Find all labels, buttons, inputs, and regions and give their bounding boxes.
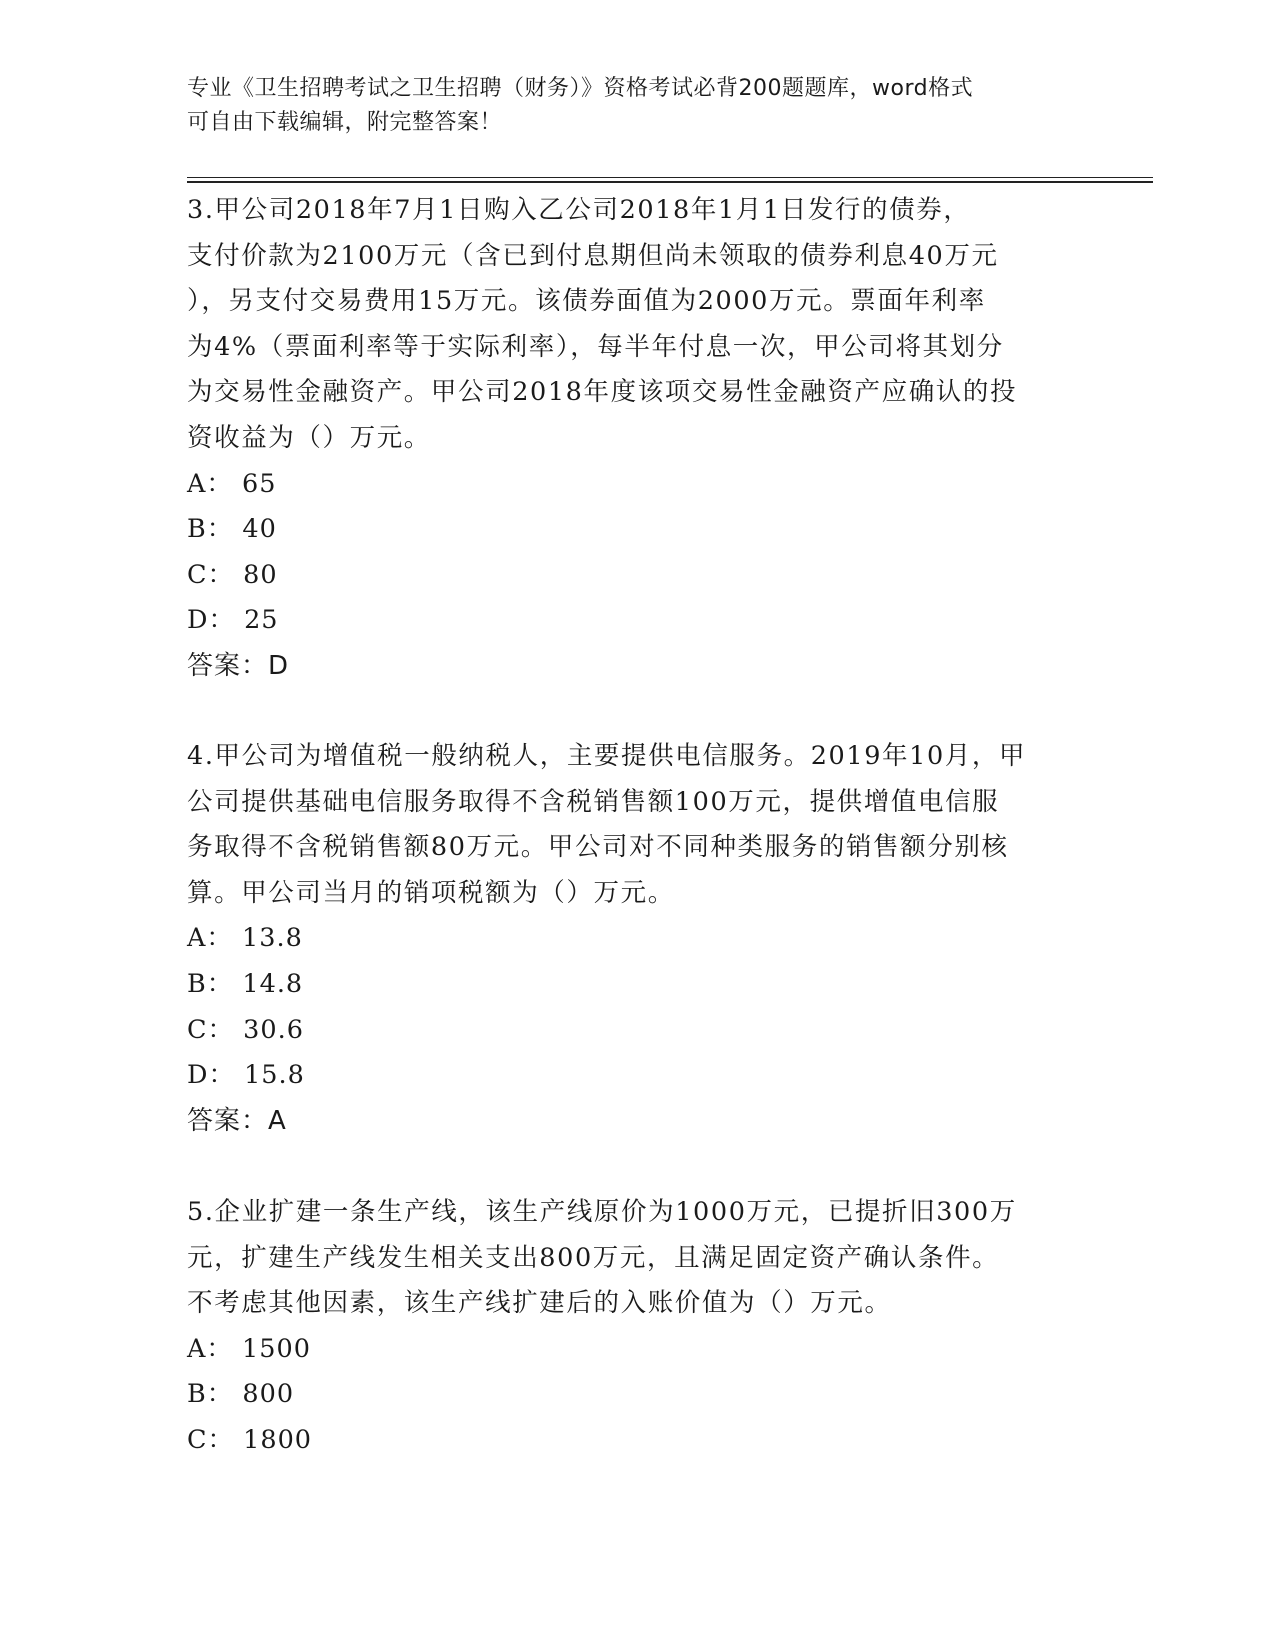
question-3 bbox=[187, 188, 1087, 690]
option-text: 14.8 bbox=[242, 968, 304, 999]
option-letter: B ： bbox=[187, 1379, 233, 1409]
question-5 bbox=[187, 1190, 1087, 1464]
option-letter: C ： bbox=[187, 1015, 234, 1045]
option-text: 800 bbox=[242, 1379, 295, 1410]
option-b bbox=[187, 1372, 1087, 1418]
option-d bbox=[187, 598, 1087, 644]
option-text: 30.6 bbox=[243, 1014, 304, 1045]
option-a bbox=[187, 916, 1087, 962]
option-letter: B ： bbox=[187, 514, 233, 544]
option-b bbox=[187, 962, 1087, 1008]
option-text: 40 bbox=[242, 514, 277, 545]
option-a bbox=[187, 462, 1087, 508]
answer-line: 答案：D bbox=[187, 650, 290, 681]
question-stem: 3.甲公司2018年7月1日购入乙公司2018年1月1日发行的债券， 支付价款为2100万元（含已到付息期但尚未领取的债券利息40万元 ），另支付交易费用15万元。该债券面值为2000万元。票面年利率 为4%（票面利率等于实际利率），每半年付息一次，甲公司将其划分 为交易性金融资产。甲公司2018年度该项交易性金融资产应确认的投 资收益为（）万元。 bbox=[187, 195, 1018, 453]
page-header: 专业《卫生招聘考试之卫生招聘（财务）》资格考试必背200题题库，word格式 可自由下载编辑，附完整答案！ bbox=[187, 76, 974, 135]
option-text: 80 bbox=[243, 559, 278, 590]
question-stem: 5.企业扩建一条生产线，该生产线原价为1000万元，已提折旧300万 元，扩建生产线发生相关支出800万元，且满足固定资产确认条件。 不考虑其他因素，该生产线扩建后的入账价值为（）万元。 bbox=[187, 1197, 1017, 1319]
option-letter: C ： bbox=[187, 560, 234, 590]
option-a bbox=[187, 1327, 1087, 1373]
option-text: 15.8 bbox=[244, 1060, 305, 1091]
option-d bbox=[187, 1053, 1087, 1099]
option-b bbox=[187, 507, 1087, 553]
option-letter: D ： bbox=[187, 605, 235, 635]
answer-line: 答案：A bbox=[187, 1105, 287, 1136]
question-4 bbox=[187, 734, 1087, 1144]
option-c bbox=[187, 553, 1087, 599]
option-text: 25 bbox=[244, 605, 279, 636]
header-rule-thick bbox=[187, 181, 1153, 183]
header-rule-thin bbox=[187, 177, 1153, 178]
option-c bbox=[187, 1008, 1087, 1054]
option-text: 1500 bbox=[242, 1333, 311, 1364]
option-letter: B ： bbox=[187, 969, 233, 999]
option-letter: A ： bbox=[187, 1334, 233, 1364]
option-letter: C ： bbox=[187, 1425, 234, 1455]
option-c bbox=[187, 1418, 1087, 1464]
option-letter: A ： bbox=[187, 923, 233, 953]
option-text: 13.8 bbox=[242, 923, 303, 954]
question-stem: 4.甲公司为增值税一般纳税人，主要提供电信服务。2019年10月，甲 公司提供基础电信服务取得不含税销售额100万元，提供增值电信服 务取得不含税销售额80万元。甲公司对不同种类服务的销售额分别核 算。甲公司当月的销项税额为（）万元。 bbox=[187, 741, 1027, 908]
option-letter: D ： bbox=[187, 1060, 235, 1090]
option-letter: A ： bbox=[187, 469, 233, 499]
option-text: 1800 bbox=[243, 1424, 313, 1455]
option-text: 65 bbox=[242, 468, 277, 499]
